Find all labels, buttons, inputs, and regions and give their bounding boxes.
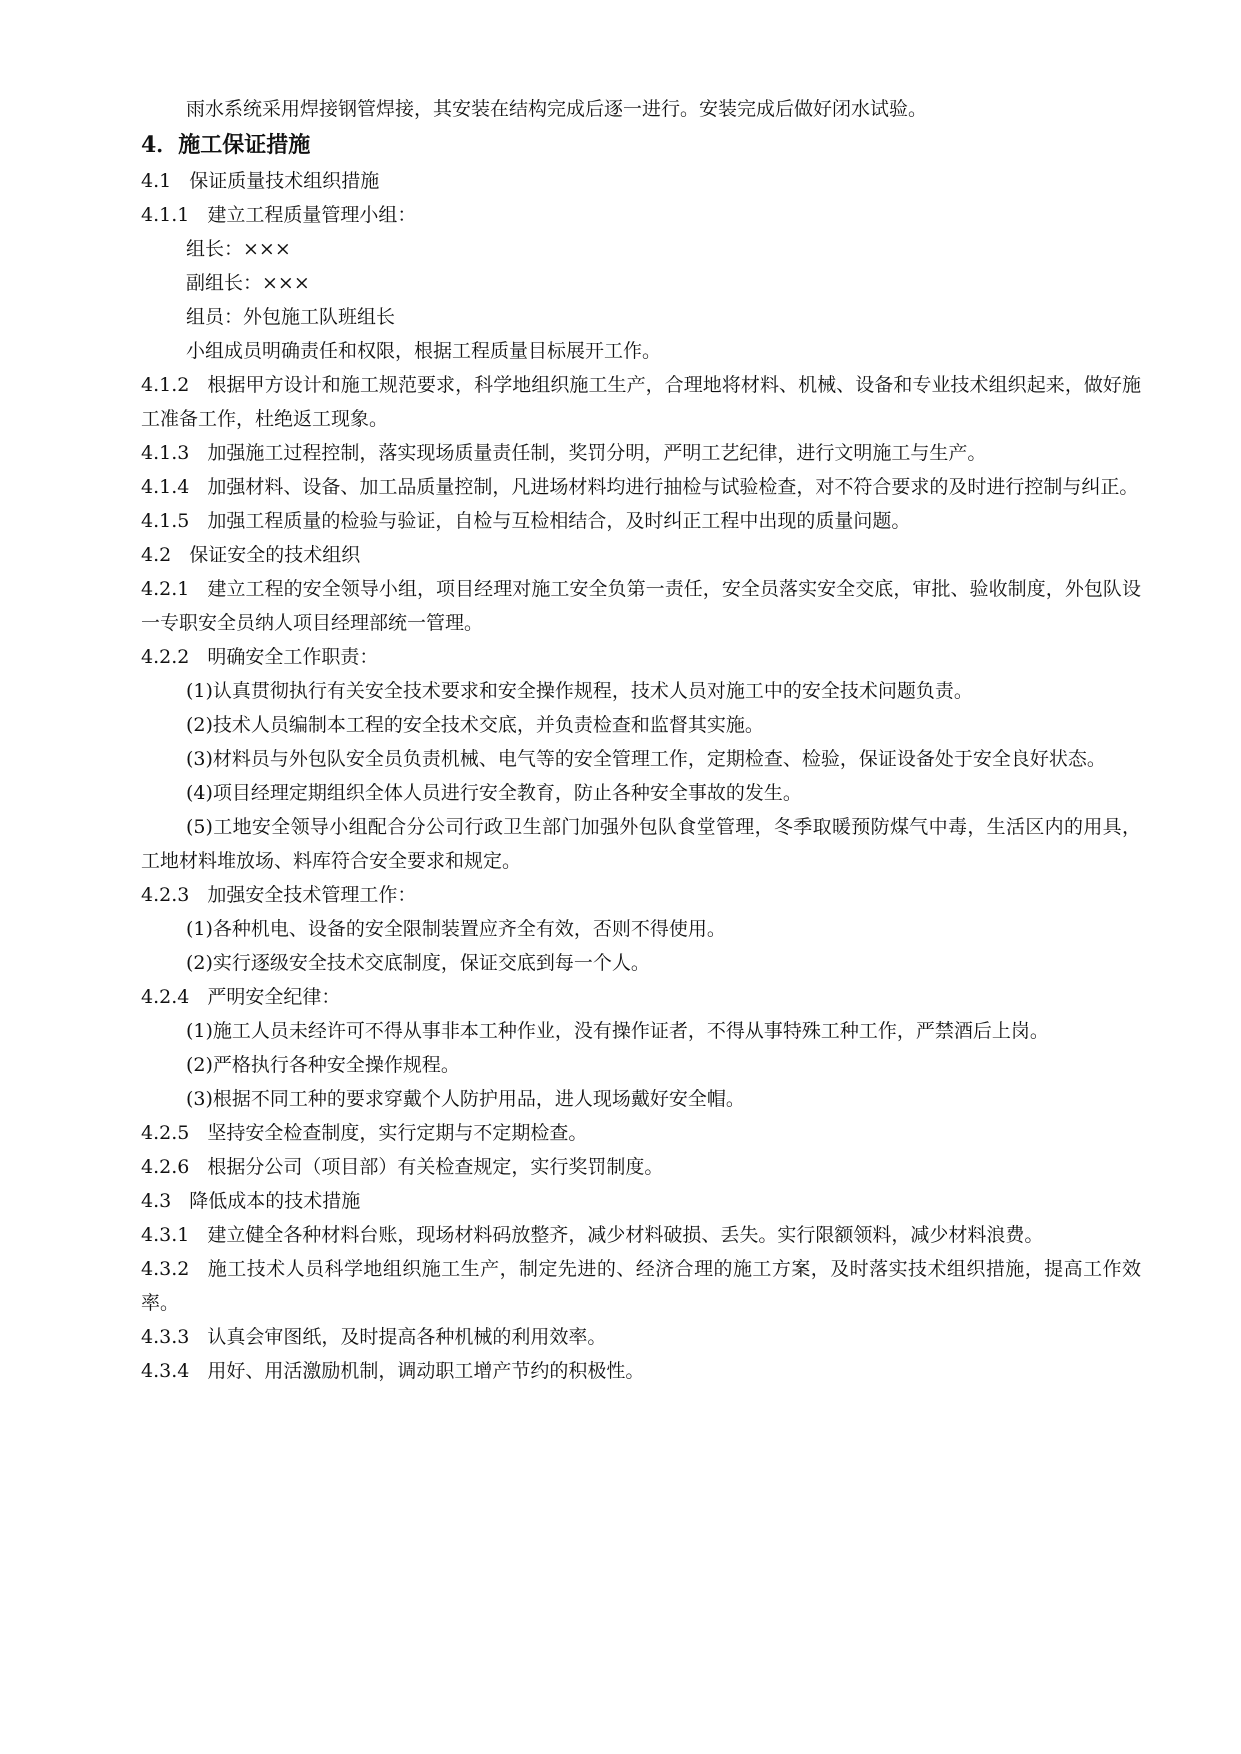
- numbered-clause: [141, 504, 1141, 538]
- numbered-clause: [141, 368, 1141, 436]
- clause-number: 4.1: [141, 170, 172, 192]
- numbered-clause: [141, 572, 1141, 640]
- clause-number: 4.3: [141, 1190, 172, 1212]
- numbered-clause: [141, 198, 1141, 232]
- numbered-clause: [141, 1354, 1141, 1388]
- numbered-clause: [141, 1150, 1141, 1184]
- clause-number: 4.2.3: [141, 884, 190, 906]
- section-content: [141, 164, 1141, 1388]
- sub-item: (1)各种机电、设备的安全限制装置应齐全有效，否则不得使用。: [186, 918, 726, 940]
- clause-text: 降低成本的技术措施: [189, 1190, 361, 1212]
- numbered-clause: [141, 1252, 1141, 1320]
- sub-item: (2)实行逐级安全技术交底制度，保证交底到每一个人。: [186, 952, 650, 974]
- numbered-clause: [141, 980, 1141, 1014]
- clause-text: 坚持安全检查制度，实行定期与不定期检查。: [207, 1122, 588, 1144]
- clause-number: 4.1.5: [141, 510, 190, 532]
- numbered-clause: [141, 1116, 1141, 1150]
- sub-item: (5)工地安全领导小组配合分公司行政卫生部门加强外包队食堂管理，冬季取暖预防煤气中毒，生活区内的用具，工地材料堆放场、料库符合安全要求和规定。: [141, 816, 1141, 872]
- numbered-clause: [141, 1320, 1141, 1354]
- numbered-clause: [141, 470, 1141, 504]
- clause-number: 4.2.6: [141, 1156, 190, 1178]
- numbered-clause: [141, 640, 1141, 674]
- numbered-clause: [141, 436, 1141, 470]
- sub-item: (2)技术人员编制本工程的安全技术交底，并负责检查和监督其实施。: [186, 714, 764, 736]
- clause-text: 施工技术人员科学地组织施工生产，制定先进的、经济合理的施工方案，及时落实技术组织措施，提高工作效率。: [141, 1258, 1141, 1314]
- clause-text: 加强工程质量的检验与验证，自检与互检相结合，及时纠正工程中出现的质量问题。: [207, 510, 911, 532]
- clause-text: 保证安全的技术组织: [189, 544, 361, 566]
- sub-item: (1)施工人员未经许可不得从事非本工种作业，没有操作证者，不得从事特殊工种工作，严禁酒后上岗。: [186, 1020, 1049, 1042]
- clause-number: 4.1.2: [141, 374, 190, 396]
- clause-number: 4.2.5: [141, 1122, 190, 1144]
- sub-item: (1)认真贯彻执行有关安全技术要求和安全操作规程，技术人员对施工中的安全技术问题负责。: [186, 680, 973, 702]
- clause-text: 明确安全工作职责：: [207, 646, 379, 668]
- sub-item: 小组成员明确责任和权限，根据工程质量目标展开工作。: [186, 340, 662, 362]
- clause-number: 4.2.1: [141, 578, 190, 600]
- clause-text: 根据甲方设计和施工规范要求，科学地组织施工生产，合理地将材料、机械、设备和专业技术组织起来，做好施工准备工作，杜绝返工现象。: [141, 374, 1141, 430]
- clause-text: 建立工程的安全领导小组，项目经理对施工安全负第一责任，安全员落实安全交底，审批、验收制度，外包队设一专职安全员纳人项目经理部统一管理。: [141, 578, 1141, 634]
- clause-number: 4.3.4: [141, 1360, 190, 1382]
- clause-text: 根据分公司（项目部）有关检查规定，实行奖罚制度。: [207, 1156, 664, 1178]
- clause-number: 4.3.1: [141, 1224, 190, 1246]
- numbered-clause: [141, 1184, 1141, 1218]
- clause-text: 加强材料、设备、加工品质量控制，凡进场材料均进行抽检与试验检查，对不符合要求的及时进行控制与纠正。: [207, 476, 1139, 498]
- clause-number: 4.1.4: [141, 476, 190, 498]
- clause-number: 4.3.3: [141, 1326, 190, 1348]
- clause-text: 加强施工过程控制，落实现场质量责任制，奖罚分明，严明工艺纪律，进行文明施工与生产。: [207, 442, 987, 464]
- clause-number: 4.3.2: [141, 1258, 190, 1280]
- clause-text: 建立健全各种材料台账，现场材料码放整齐，减少材料破损、丢失。实行限额领料，减少材料浪费。: [207, 1224, 1044, 1246]
- numbered-clause: [141, 1218, 1141, 1252]
- sub-item: (2)严格执行各种安全操作规程。: [186, 1054, 460, 1076]
- sub-item: 组员：外包施工队班组长: [186, 306, 396, 328]
- numbered-clause: [141, 538, 1141, 572]
- sub-item: 组长：×××: [186, 238, 291, 260]
- sub-item: (3)材料员与外包队安全员负责机械、电气等的安全管理工作，定期检查、检验，保证设备处于安全良好状态。: [186, 748, 1106, 770]
- sub-item: (3)根据不同工种的要求穿戴个人防护用品，进人现场戴好安全帽。: [186, 1088, 745, 1110]
- numbered-clause: [141, 878, 1141, 912]
- clause-text: 严明安全纪律：: [207, 986, 341, 1008]
- document-body: [141, 92, 1141, 1388]
- clause-number: 4.1.1: [141, 204, 190, 226]
- clause-text: 建立工程质量管理小组：: [207, 204, 417, 226]
- clause-number: 4.1.3: [141, 442, 190, 464]
- clause-number: 4.2.2: [141, 646, 190, 668]
- clause-number: 4.2.4: [141, 986, 190, 1008]
- clause-text: 认真会审图纸，及时提高各种机械的利用效率。: [207, 1326, 607, 1348]
- intro-paragraph: 雨水系统采用焊接钢管焊接，其安装在结构完成后逐一进行。安装完成后做好闭水试验。: [186, 98, 928, 120]
- clause-number: 4.2: [141, 544, 172, 566]
- clause-text: 用好、用活激励机制，调动职工增产节约的积极性。: [207, 1360, 645, 1382]
- clause-text: 保证质量技术组织措施: [189, 170, 380, 192]
- sub-item: 副组长：×××: [186, 272, 310, 294]
- sub-item: (4)项目经理定期组织全体人员进行安全教育，防止各种安全事故的发生。: [186, 782, 802, 804]
- section-heading: 4．施工保证措施: [141, 132, 311, 158]
- numbered-clause: [141, 164, 1141, 198]
- clause-text: 加强安全技术管理工作：: [207, 884, 417, 906]
